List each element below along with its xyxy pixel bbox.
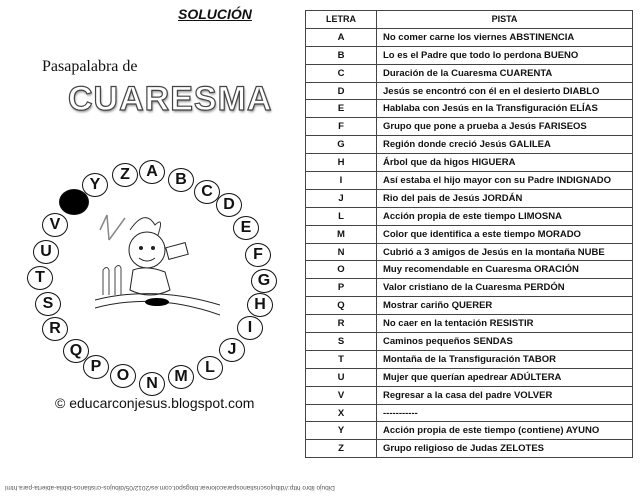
row-clue: Montaña de la Transfiguración TABOR [377, 350, 633, 368]
ring-letter: Z [112, 163, 138, 187]
row-clue: Duración de la Cuaresma CUARENTA [377, 64, 633, 82]
row-letter: E [306, 100, 377, 118]
table-row [306, 64, 633, 82]
ring-letter: O [110, 364, 136, 388]
row-clue: Color que identifica a este tiempo MORADO [377, 225, 633, 243]
row-letter: A [306, 28, 377, 46]
row-letter: R [306, 315, 377, 333]
row-clue: Valor cristiano de la Cuaresma PERDÓN [377, 279, 633, 297]
row-letter: D [306, 82, 377, 100]
row-clue: Lo es el Padre que todo lo perdona BUENO [377, 46, 633, 64]
ring-letter: E [233, 216, 259, 240]
table-row [306, 440, 633, 458]
table-row [306, 386, 633, 404]
ring-letter: T [27, 266, 53, 290]
child-reading-illustration [95, 210, 220, 335]
table-row [306, 404, 633, 422]
row-clue: No caer en la tentación RESISTIR [377, 315, 633, 333]
copyright-text: © educarconjesus.blogspot.com [55, 395, 255, 411]
table-row [306, 207, 633, 225]
row-letter: Z [306, 440, 377, 458]
title: CUARESMA [68, 80, 273, 118]
table-row [306, 28, 633, 46]
row-letter: L [306, 207, 377, 225]
row-clue: Cubrió a 3 amigos de Jesús en la montaña NUBE [377, 243, 633, 261]
row-clue: Así estaba el hijo mayor con su Padre INDIGNADO [377, 172, 633, 190]
table-row [306, 118, 633, 136]
ring-letter: F [245, 243, 271, 267]
ring-letter: S [35, 292, 61, 316]
image-credit: Dibujo libro http://dibujoscristianosparacolorear.blogspot.com.es/2012/05/dibujos-cristianos-biblia-abierta-para.html [5, 484, 335, 491]
ring-letter: Q [63, 339, 89, 363]
row-clue: Hablaba con Jesús en la Transfiguración ELÍAS [377, 100, 633, 118]
table-row [306, 225, 633, 243]
ring-letter: J [219, 338, 245, 362]
row-clue: Mostrar cariño QUERER [377, 297, 633, 315]
row-letter: P [306, 279, 377, 297]
table-row [306, 243, 633, 261]
table-row [306, 350, 633, 368]
row-clue: ----------- [377, 404, 633, 422]
ring-letter: Y [82, 173, 108, 197]
row-clue: Acción propia de este tiempo LIMOSNA [377, 207, 633, 225]
row-letter: S [306, 333, 377, 351]
row-clue: Rio del pais de Jesús JORDÁN [377, 189, 633, 207]
row-clue: Grupo religioso de Judas ZELOTES [377, 440, 633, 458]
ring-letter: D [216, 193, 242, 217]
row-clue: No comer carne los viernes ABSTINENCIA [377, 28, 633, 46]
ring-letter: U [33, 240, 59, 264]
row-clue: Mujer que querían apedrear ADÚLTERA [377, 368, 633, 386]
row-clue: Árbol que da higos HIGUERA [377, 154, 633, 172]
row-letter: C [306, 64, 377, 82]
row-clue: Caminos pequeños SENDAS [377, 333, 633, 351]
table-row [306, 189, 633, 207]
row-clue: Muy recomendable en Cuaresma ORACIÓN [377, 261, 633, 279]
table-row [306, 100, 633, 118]
row-letter: T [306, 350, 377, 368]
table-row [306, 279, 633, 297]
row-letter: J [306, 189, 377, 207]
row-clue: Jesús se encontró con él en el desierto DIABLO [377, 82, 633, 100]
ring-letter: A [139, 160, 165, 184]
table-row [306, 154, 633, 172]
table-row [306, 172, 633, 190]
table-row [306, 136, 633, 154]
row-letter: Y [306, 422, 377, 440]
ring-letter: V [42, 213, 68, 237]
table-row [306, 297, 633, 315]
row-letter: H [306, 154, 377, 172]
row-letter: U [306, 368, 377, 386]
header-clue: PISTA [377, 11, 633, 29]
row-clue: Región donde creció Jesús GALILEA [377, 136, 633, 154]
row-clue: Grupo que pone a prueba a Jesús FARISEOS [377, 118, 633, 136]
ring-letter: L [197, 356, 223, 380]
table-row [306, 368, 633, 386]
ring-letter: M [168, 365, 194, 389]
subtitle: Pasapalabra de [42, 58, 138, 75]
row-letter: M [306, 225, 377, 243]
clues-table [305, 10, 633, 458]
table-row [306, 82, 633, 100]
ring-letter: I [237, 316, 263, 340]
row-letter: B [306, 46, 377, 64]
row-letter: I [306, 172, 377, 190]
table-row [306, 333, 633, 351]
header-letter: LETRA [306, 11, 377, 29]
row-letter: N [306, 243, 377, 261]
row-clue: Acción propia de este tiempo (contiene) AYUNO [377, 422, 633, 440]
row-letter: O [306, 261, 377, 279]
row-letter: V [306, 386, 377, 404]
ring-letter: G [251, 269, 277, 293]
row-clue: Regresar a la casa del padre VOLVER [377, 386, 633, 404]
row-letter: X [306, 404, 377, 422]
row-letter: F [306, 118, 377, 136]
row-letter: Q [306, 297, 377, 315]
table-row [306, 261, 633, 279]
ring-letter: N [139, 372, 165, 396]
row-letter: G [306, 136, 377, 154]
table-row [306, 315, 633, 333]
table-row [306, 46, 633, 64]
table-row [306, 422, 633, 440]
ring-letter: H [247, 293, 273, 317]
ring-letter: C [194, 180, 220, 204]
ring-letter: R [42, 317, 68, 341]
ring-letter: B [168, 168, 194, 192]
solution-heading: SOLUCIÓN [178, 6, 252, 22]
ring-letter: P [83, 355, 109, 379]
